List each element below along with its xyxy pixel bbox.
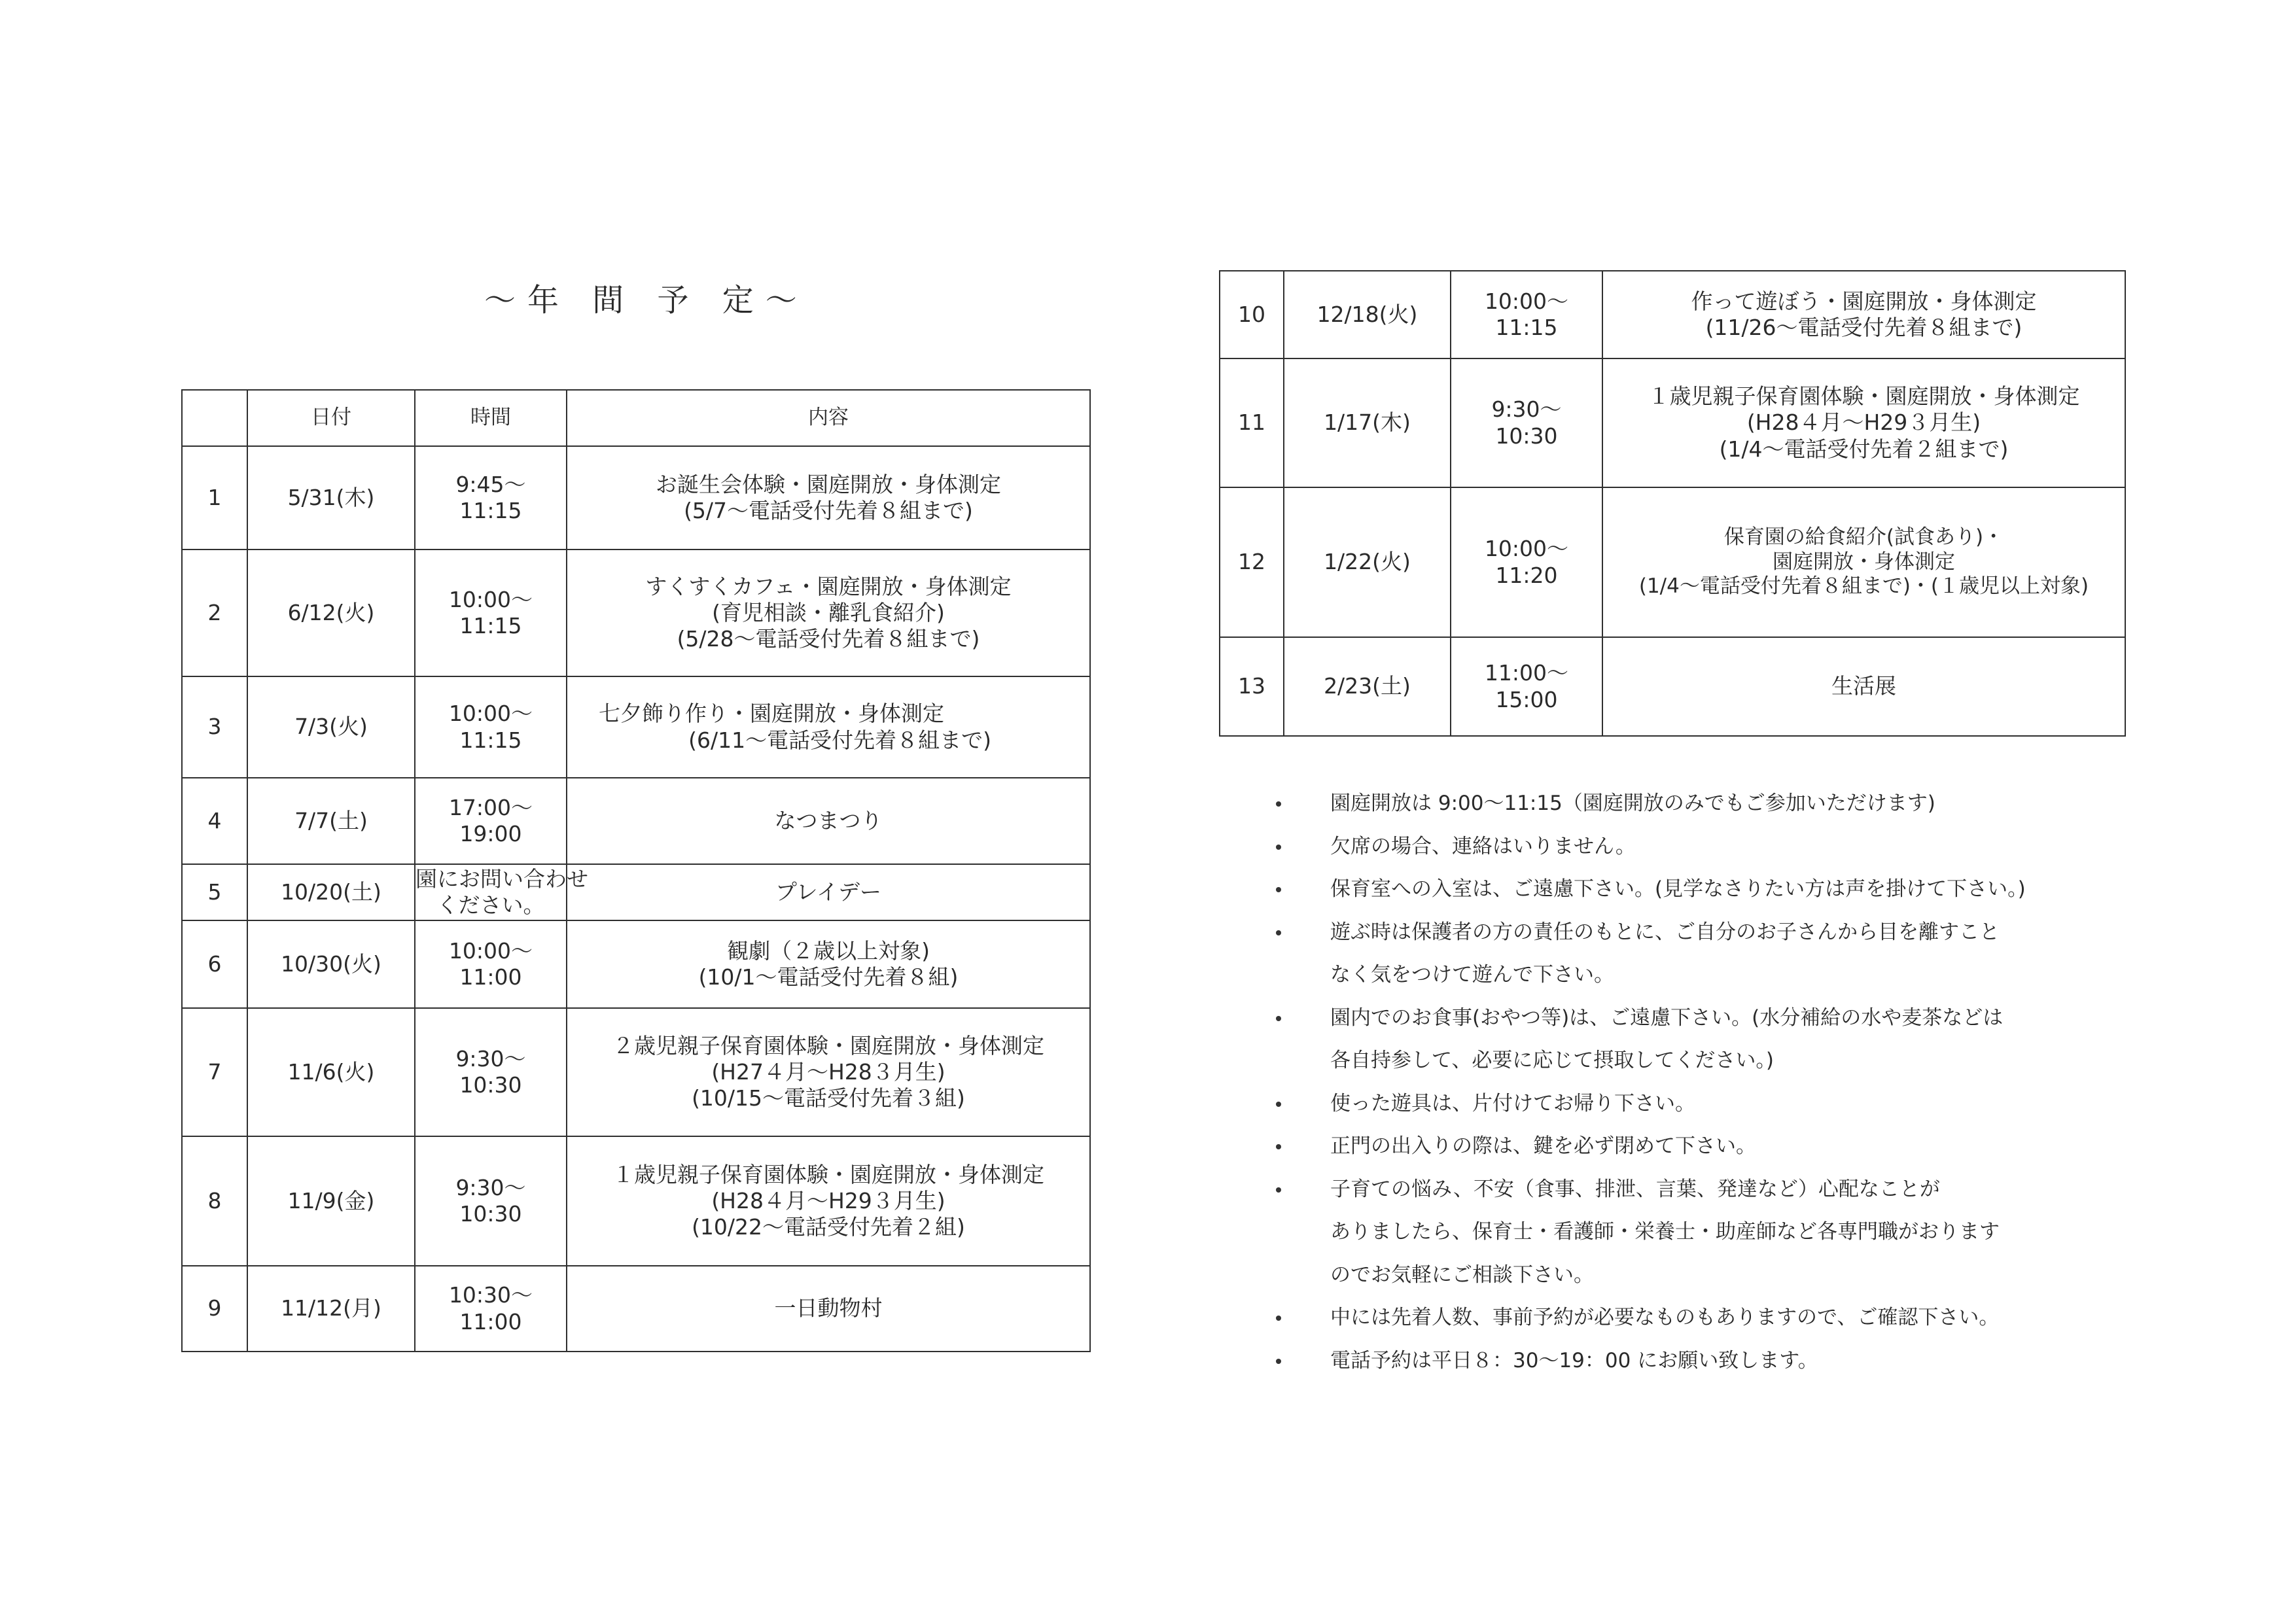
table-row [182,550,1090,676]
row-number: 3 [182,676,247,778]
content-line: (6/11〜電話受付先着８組まで) [688,727,991,753]
time-end: 11:15 [459,727,522,753]
row-date: 2/23(土) [1284,637,1451,736]
schedule-table-right [1219,270,2126,737]
content-line: (育児相談・離乳食紹介) [712,599,945,625]
row-number: 13 [1220,637,1284,736]
content-line: 保育園の給食紹介(試食あり)・ [1723,525,2004,549]
note-item [1269,1168,2026,1297]
content-line: (10/22〜電話受付先着２組) [692,1214,965,1240]
note-line: 欠席の場合、連絡はいりません。 [1330,834,1636,858]
table-row [182,1266,1090,1352]
row-time [415,676,567,778]
row-number: 7 [182,1008,247,1136]
row-content [1602,271,2125,358]
time-end: 10:30 [1495,423,1558,449]
row-number: 12 [1220,487,1284,637]
content-line: 七夕飾り作り・園庭開放・身体測定 [599,701,944,727]
content-line: 一日動物村 [774,1295,883,1321]
content-line: プレイデー [775,879,882,905]
note-line: 正門の出入りの際は、鍵を必ず閉めて下さい。 [1330,1134,1756,1158]
row-content [567,676,1090,778]
header-time: 時間 [415,390,567,446]
header-no [182,390,247,446]
note-line: ありましたら、保育士・看護師・栄養士・助産師など各専門職がおります [1330,1220,2000,1244]
row-date: 6/12(火) [247,550,415,676]
row-number: 9 [182,1266,247,1352]
row-number: 11 [1220,358,1284,487]
row-date: 12/18(火) [1284,271,1451,358]
content-line: 園庭開放・身体測定 [1773,550,1955,574]
time-start: 9:30〜 [455,1045,526,1072]
content-line: 観劇（２歳以上対象) [727,937,930,964]
time-end: 11:20 [1495,562,1558,588]
row-content [567,446,1090,550]
note-line: 各自持参して、必要に応じて摂取してください。) [1330,1049,1774,1072]
table-row [182,864,1090,920]
time-start: 17:00〜 [448,794,533,820]
row-date: 7/7(土) [247,778,415,864]
notes-list [1269,782,2026,1382]
content-line: (H28４月〜H29３月生) [711,1187,945,1213]
row-date: 1/22(火) [1284,487,1451,637]
row-number: 1 [182,446,247,550]
note-line: 園内でのお食事(おやつ等)は、ご遠慮下さい。(水分補給の水や麦茶などは [1330,1005,2004,1030]
table-row [1220,271,2125,358]
time-start: 10:30〜 [448,1282,533,1308]
time-start: 11:00〜 [1484,660,1569,686]
time-end: 10:30 [459,1201,522,1227]
table-row [182,446,1090,550]
row-content [1602,358,2125,487]
note-line: 中には先着人数、事前予約が必要なものもありますので、ご確認下さい。 [1330,1306,2000,1329]
row-number: 5 [182,864,247,920]
row-number: 10 [1220,271,1284,358]
content-line: １歳児親子保育園体験・園庭開放・身体測定 [612,1161,1044,1187]
note-item [1269,826,2026,869]
time-start: 10:00〜 [448,586,533,612]
table-header-row [182,390,1090,446]
note-line: 遊ぶ時は保護者の方の責任のもとに、ご自分のお子さんから目を離すこと [1330,920,2000,944]
note-item [1269,1125,2026,1168]
content-line: (1/4〜電話受付先着２組まで) [1719,436,2009,462]
note-item [1269,1083,2026,1126]
row-number: 8 [182,1136,247,1266]
time-start: 10:00〜 [448,937,533,964]
row-date: 7/3(火) [247,676,415,778]
table-row [1220,487,2125,637]
row-date: 11/9(金) [247,1136,415,1266]
content-line: 作って遊ぼう・園庭開放・身体測定 [1691,288,2037,314]
row-date: 10/20(土) [247,864,415,920]
time-end: 10:30 [459,1072,522,1098]
content-line: (5/28〜電話受付先着８組まで) [677,626,980,652]
row-date: 11/12(月) [247,1266,415,1352]
table-row [182,778,1090,864]
table-row [182,676,1090,778]
row-content [567,1136,1090,1266]
row-time [1451,271,1602,358]
content-line: ２歳児親子保育園体験・園庭開放・身体測定 [612,1032,1044,1058]
content-line: (H27４月〜H28３月生) [711,1058,945,1085]
time-start: 9:30〜 [455,1174,526,1200]
time-start: 10:00〜 [1484,536,1569,562]
note-item [1269,1297,2026,1340]
time-end: 19:00 [459,821,522,846]
time-start: 10:00〜 [1484,288,1569,314]
note-item [1269,868,2026,911]
content-line: 生活展 [1831,673,1896,699]
note-line: 電話予約は平日８：30〜19：00 にお願い致します。 [1330,1348,1818,1372]
time-note: ください。 [436,892,545,918]
header-content: 内容 [567,390,1090,446]
row-date: 10/30(火) [247,920,415,1008]
row-time [415,1008,567,1136]
page-title: 〜年 間 予 定〜 [484,282,809,319]
content-line: １歳児親子保育園体験・園庭開放・身体測定 [1648,383,2080,410]
row-content [1602,637,2125,736]
content-line: (10/15〜電話受付先着３組) [692,1085,965,1111]
note-line: のでお気軽にご相談下さい。 [1330,1263,1594,1287]
content-line: (11/26〜電話受付先着８組まで) [1705,315,2022,340]
row-time [415,864,588,920]
content-line: お誕生会体験・園庭開放・身体測定 [656,471,1001,497]
row-time [415,550,567,676]
time-end: 11:00 [459,1308,522,1335]
row-date: 5/31(木) [247,446,415,550]
row-content [1602,487,2125,637]
table-row [182,1008,1090,1136]
table-row [182,1136,1090,1266]
content-line: なつまつり [774,807,883,833]
note-line: 子育ての悩み、不安（食事、排泄、言葉、発達など）心配なことが [1330,1177,1940,1201]
note-line: 使った遊具は、片付けてお帰り下さい。 [1330,1091,1695,1115]
time-start: 10:00〜 [448,701,533,727]
row-time [415,1136,567,1266]
row-number: 2 [182,550,247,676]
time-end: 11:15 [1495,315,1558,340]
row-content [567,920,1090,1008]
row-time [415,1266,567,1352]
time-note: 園にお問い合わせ [415,865,588,892]
note-item [1269,997,2026,1083]
note-item [1269,1340,2026,1383]
schedule-table-left [181,389,1091,1352]
row-content [567,864,1090,920]
time-end: 11:00 [459,964,522,990]
time-end: 11:15 [459,613,522,638]
time-start: 9:45〜 [455,471,526,497]
row-content [567,550,1090,676]
row-number: 4 [182,778,247,864]
row-time [1451,487,1602,637]
row-time [415,920,567,1008]
time-start: 9:30〜 [1491,396,1562,423]
content-line: すくすくカフェ・園庭開放・身体測定 [645,573,1012,599]
table-row [182,920,1090,1008]
row-date: 1/17(木) [1284,358,1451,487]
time-end: 15:00 [1495,686,1558,712]
row-number: 6 [182,920,247,1008]
time-end: 11:15 [459,498,522,523]
note-line: 保育室への入室は、ご遠慮下さい。(見学なさりたい方は声を掛けて下さい。) [1330,877,2026,901]
table-row [1220,637,2125,736]
row-content [567,1008,1090,1136]
row-content [567,1266,1090,1352]
table-row [1220,358,2125,487]
note-item [1269,782,2026,826]
note-line: なく気をつけて遊んで下さい。 [1330,963,1614,986]
row-time [415,446,567,550]
content-line: (5/7〜電話受付先着８組まで) [684,498,973,523]
content-line: (1/4〜電話受付先着８組まで)・(１歳児以上対象) [1638,574,2089,599]
row-time [1451,637,1602,736]
content-line: (10/1〜電話受付先着８組) [698,964,959,990]
row-content [567,778,1090,864]
note-line: 園庭開放は 9:00〜11:15（園庭開放のみでもご参加いただけます) [1330,792,1935,815]
row-time [415,778,567,864]
header-date: 日付 [247,390,415,446]
row-time [1451,358,1602,487]
content-line: (H28４月〜H29３月生) [1746,410,1981,436]
note-item [1269,911,2026,997]
row-date: 11/6(火) [247,1008,415,1136]
